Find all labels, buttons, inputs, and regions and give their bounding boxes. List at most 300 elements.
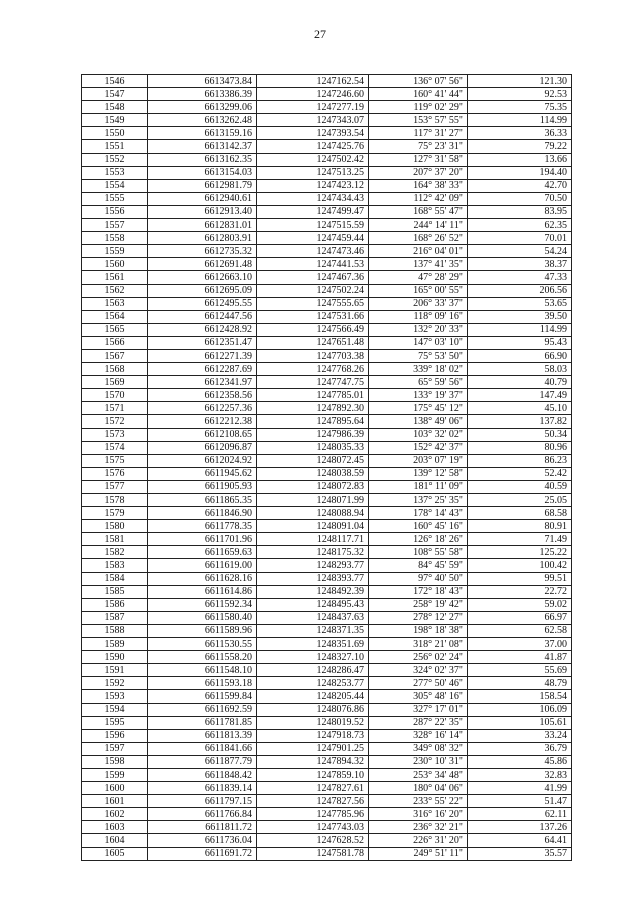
- point-number-cell: 1596: [82, 729, 148, 742]
- y-coordinate-cell: 1247393.54: [257, 127, 369, 140]
- point-number-cell: 1581: [82, 533, 148, 546]
- y-coordinate-cell: 1247162.54: [257, 75, 369, 88]
- x-coordinate-cell: 6613473.84: [148, 75, 257, 88]
- y-coordinate-cell: 1247502.42: [257, 153, 369, 166]
- table-row: [82, 520, 572, 533]
- point-number-cell: 1583: [82, 559, 148, 572]
- bearing-cell: 328° 16' 14": [369, 729, 468, 742]
- point-number-cell: 1553: [82, 166, 148, 179]
- bearing-cell: 236° 32' 21": [369, 821, 468, 834]
- table-row: [82, 782, 572, 795]
- x-coordinate-cell: 6611580.40: [148, 611, 257, 624]
- y-coordinate-cell: 1248293.77: [257, 559, 369, 572]
- bearing-cell: 181° 11' 09": [369, 480, 468, 493]
- table-row: [82, 363, 572, 376]
- table-row: [82, 611, 572, 624]
- bearing-cell: 132° 20' 33": [369, 323, 468, 336]
- distance-cell: 39.50: [468, 310, 572, 323]
- y-coordinate-cell: 1247827.61: [257, 782, 369, 795]
- y-coordinate-cell: 1247515.59: [257, 219, 369, 232]
- table-row: [82, 507, 572, 520]
- table-row: [82, 638, 572, 651]
- x-coordinate-cell: 6611692.59: [148, 703, 257, 716]
- distance-cell: 53.65: [468, 297, 572, 310]
- x-coordinate-cell: 6611839.14: [148, 782, 257, 795]
- distance-cell: 13.66: [468, 153, 572, 166]
- distance-cell: 99.51: [468, 572, 572, 585]
- bearing-cell: 253° 34' 48": [369, 768, 468, 781]
- y-coordinate-cell: 1247986.39: [257, 428, 369, 441]
- x-coordinate-cell: 6611766.84: [148, 808, 257, 821]
- x-coordinate-cell: 6612663.10: [148, 271, 257, 284]
- y-coordinate-cell: 1248437.63: [257, 611, 369, 624]
- y-coordinate-cell: 1247768.26: [257, 363, 369, 376]
- distance-cell: 92.53: [468, 88, 572, 101]
- y-coordinate-cell: 1247859.10: [257, 768, 369, 781]
- x-coordinate-cell: 6611592.34: [148, 598, 257, 611]
- bearing-cell: 230° 10' 31": [369, 755, 468, 768]
- distance-cell: 137.26: [468, 821, 572, 834]
- table-row: [82, 847, 572, 860]
- distance-cell: 64.41: [468, 834, 572, 847]
- bearing-cell: 137° 25' 35": [369, 494, 468, 507]
- point-number-cell: 1601: [82, 795, 148, 808]
- table-row: [82, 166, 572, 179]
- distance-cell: 33.24: [468, 729, 572, 742]
- x-coordinate-cell: 6612341.97: [148, 376, 257, 389]
- table-row: [82, 349, 572, 362]
- point-number-cell: 1557: [82, 219, 148, 232]
- point-number-cell: 1603: [82, 821, 148, 834]
- table-row: [82, 677, 572, 690]
- y-coordinate-cell: 1247441.53: [257, 258, 369, 271]
- page-number: 27: [314, 27, 326, 41]
- x-coordinate-cell: 6612735.32: [148, 245, 257, 258]
- y-coordinate-cell: 1247785.96: [257, 808, 369, 821]
- y-coordinate-cell: 1247581.78: [257, 847, 369, 860]
- table-row: [82, 768, 572, 781]
- distance-cell: 42.70: [468, 179, 572, 192]
- x-coordinate-cell: 6613159.16: [148, 127, 257, 140]
- distance-cell: 38.37: [468, 258, 572, 271]
- point-number-cell: 1587: [82, 611, 148, 624]
- x-coordinate-cell: 6612428.92: [148, 323, 257, 336]
- table-row: [82, 127, 572, 140]
- point-number-cell: 1565: [82, 323, 148, 336]
- distance-cell: 100.42: [468, 559, 572, 572]
- y-coordinate-cell: 1247895.64: [257, 415, 369, 428]
- bearing-cell: 139° 12' 58": [369, 467, 468, 480]
- distance-cell: 80.91: [468, 520, 572, 533]
- table-row: [82, 572, 572, 585]
- distance-cell: 125.22: [468, 546, 572, 559]
- x-coordinate-cell: 6612447.56: [148, 310, 257, 323]
- bearing-cell: 258° 19' 42": [369, 598, 468, 611]
- distance-cell: 79.22: [468, 140, 572, 153]
- bearing-cell: 244° 14' 11": [369, 219, 468, 232]
- table-row: [82, 598, 572, 611]
- distance-cell: 41.87: [468, 651, 572, 664]
- bearing-cell: 172° 18' 43": [369, 585, 468, 598]
- distance-cell: 36.79: [468, 742, 572, 755]
- distance-cell: 147.49: [468, 389, 572, 402]
- y-coordinate-cell: 1247434.43: [257, 192, 369, 205]
- x-coordinate-cell: 6611945.62: [148, 467, 257, 480]
- x-coordinate-cell: 6612913.40: [148, 205, 257, 218]
- table-row: [82, 690, 572, 703]
- bearing-cell: 75° 23' 31": [369, 140, 468, 153]
- table-row: [82, 376, 572, 389]
- table-row: [82, 75, 572, 88]
- table-row: [82, 821, 572, 834]
- table-row: [82, 88, 572, 101]
- point-number-cell: 1600: [82, 782, 148, 795]
- table-row: [82, 297, 572, 310]
- point-number-cell: 1573: [82, 428, 148, 441]
- distance-cell: 50.34: [468, 428, 572, 441]
- point-number-cell: 1577: [82, 480, 148, 493]
- table-row: [82, 205, 572, 218]
- x-coordinate-cell: 6611736.04: [148, 834, 257, 847]
- distance-cell: 54.24: [468, 245, 572, 258]
- table-row: [82, 703, 572, 716]
- distance-cell: 55.69: [468, 664, 572, 677]
- y-coordinate-cell: 1247277.19: [257, 101, 369, 114]
- y-coordinate-cell: 1247513.25: [257, 166, 369, 179]
- table-row: [82, 467, 572, 480]
- bearing-cell: 287° 22' 35": [369, 716, 468, 729]
- table-row: [82, 454, 572, 467]
- bearing-cell: 207° 37' 20": [369, 166, 468, 179]
- bearing-cell: 164° 38' 33": [369, 179, 468, 192]
- table-row: [82, 336, 572, 349]
- bearing-cell: 65° 59' 56": [369, 376, 468, 389]
- table-row: [82, 834, 572, 847]
- point-number-cell: 1593: [82, 690, 148, 703]
- bearing-cell: 75° 53' 50": [369, 349, 468, 362]
- table-row: [82, 402, 572, 415]
- bearing-cell: 108° 55' 58": [369, 546, 468, 559]
- bearing-cell: 180° 04' 06": [369, 782, 468, 795]
- y-coordinate-cell: 1247531.66: [257, 310, 369, 323]
- table-row: [82, 415, 572, 428]
- x-coordinate-cell: 6612257.36: [148, 402, 257, 415]
- x-coordinate-cell: 6611865.35: [148, 494, 257, 507]
- bearing-cell: 103° 32' 02": [369, 428, 468, 441]
- coordinates-table-body: [82, 75, 572, 861]
- point-number-cell: 1555: [82, 192, 148, 205]
- distance-cell: 70.01: [468, 232, 572, 245]
- y-coordinate-cell: 1248286.47: [257, 664, 369, 677]
- y-coordinate-cell: 1247499.47: [257, 205, 369, 218]
- bearing-cell: 165° 00' 55": [369, 284, 468, 297]
- y-coordinate-cell: 1247502.24: [257, 284, 369, 297]
- point-number-cell: 1599: [82, 768, 148, 781]
- x-coordinate-cell: 6612495.55: [148, 297, 257, 310]
- distance-cell: 206.56: [468, 284, 572, 297]
- point-number-cell: 1575: [82, 454, 148, 467]
- bearing-cell: 206° 33' 37": [369, 297, 468, 310]
- y-coordinate-cell: 1247566.49: [257, 323, 369, 336]
- y-coordinate-cell: 1248088.94: [257, 507, 369, 520]
- y-coordinate-cell: 1247703.38: [257, 349, 369, 362]
- table-row: [82, 284, 572, 297]
- x-coordinate-cell: 6611548.10: [148, 664, 257, 677]
- table-row: [82, 494, 572, 507]
- point-number-cell: 1588: [82, 624, 148, 637]
- x-coordinate-cell: 6613142.37: [148, 140, 257, 153]
- point-number-cell: 1554: [82, 179, 148, 192]
- x-coordinate-cell: 6612024.92: [148, 454, 257, 467]
- x-coordinate-cell: 6613262.48: [148, 114, 257, 127]
- distance-cell: 137.82: [468, 415, 572, 428]
- point-number-cell: 1586: [82, 598, 148, 611]
- point-number-cell: 1576: [82, 467, 148, 480]
- table-row: [82, 310, 572, 323]
- x-coordinate-cell: 6611848.42: [148, 768, 257, 781]
- table-row: [82, 480, 572, 493]
- x-coordinate-cell: 6611558.20: [148, 651, 257, 664]
- x-coordinate-cell: 6611877.79: [148, 755, 257, 768]
- point-number-cell: 1549: [82, 114, 148, 127]
- distance-cell: 62.11: [468, 808, 572, 821]
- point-number-cell: 1560: [82, 258, 148, 271]
- bearing-cell: 327° 17' 01": [369, 703, 468, 716]
- distance-cell: 25.05: [468, 494, 572, 507]
- bearing-cell: 249° 51' 11": [369, 847, 468, 860]
- table-row: [82, 258, 572, 271]
- distance-cell: 71.49: [468, 533, 572, 546]
- y-coordinate-cell: 1247785.01: [257, 389, 369, 402]
- bearing-cell: 339° 18' 02": [369, 363, 468, 376]
- point-number-cell: 1584: [82, 572, 148, 585]
- bearing-cell: 216° 04' 01": [369, 245, 468, 258]
- x-coordinate-cell: 6611691.72: [148, 847, 257, 860]
- x-coordinate-cell: 6611659.63: [148, 546, 257, 559]
- bearing-cell: 137° 41' 35": [369, 258, 468, 271]
- point-number-cell: 1561: [82, 271, 148, 284]
- distance-cell: 105.61: [468, 716, 572, 729]
- y-coordinate-cell: 1247894.32: [257, 755, 369, 768]
- distance-cell: 75.35: [468, 101, 572, 114]
- table-row: [82, 389, 572, 402]
- y-coordinate-cell: 1247628.52: [257, 834, 369, 847]
- point-number-cell: 1605: [82, 847, 148, 860]
- table-row: [82, 101, 572, 114]
- bearing-cell: 168° 55' 47": [369, 205, 468, 218]
- table-row: [82, 219, 572, 232]
- bearing-cell: 112° 42' 09": [369, 192, 468, 205]
- x-coordinate-cell: 6612831.01: [148, 219, 257, 232]
- bearing-cell: 136° 07' 56": [369, 75, 468, 88]
- x-coordinate-cell: 6611846.90: [148, 507, 257, 520]
- y-coordinate-cell: 1247747.75: [257, 376, 369, 389]
- table-row: [82, 192, 572, 205]
- coordinates-table: [81, 74, 572, 861]
- distance-cell: 45.86: [468, 755, 572, 768]
- x-coordinate-cell: 6613162.35: [148, 153, 257, 166]
- distance-cell: 59.02: [468, 598, 572, 611]
- table-row: [82, 664, 572, 677]
- bearing-cell: 138° 49' 06": [369, 415, 468, 428]
- x-coordinate-cell: 6612271.39: [148, 349, 257, 362]
- x-coordinate-cell: 6611811.72: [148, 821, 257, 834]
- point-number-cell: 1562: [82, 284, 148, 297]
- distance-cell: 45.10: [468, 402, 572, 415]
- bearing-cell: 318° 21' 08": [369, 638, 468, 651]
- y-coordinate-cell: 1248072.83: [257, 480, 369, 493]
- distance-cell: 35.57: [468, 847, 572, 860]
- x-coordinate-cell: 6612108.65: [148, 428, 257, 441]
- point-number-cell: 1563: [82, 297, 148, 310]
- x-coordinate-cell: 6611619.00: [148, 559, 257, 572]
- distance-cell: 158.54: [468, 690, 572, 703]
- y-coordinate-cell: 1247459.44: [257, 232, 369, 245]
- y-coordinate-cell: 1248371.35: [257, 624, 369, 637]
- point-number-cell: 1570: [82, 389, 148, 402]
- table-row: [82, 808, 572, 821]
- bearing-cell: 203° 07' 19": [369, 454, 468, 467]
- distance-cell: 95.43: [468, 336, 572, 349]
- y-coordinate-cell: 1247467.36: [257, 271, 369, 284]
- bearing-cell: 147° 03' 10": [369, 336, 468, 349]
- table-row: [82, 533, 572, 546]
- y-coordinate-cell: 1248071.99: [257, 494, 369, 507]
- y-coordinate-cell: 1248072.45: [257, 454, 369, 467]
- y-coordinate-cell: 1248253.77: [257, 677, 369, 690]
- x-coordinate-cell: 6611593.18: [148, 677, 257, 690]
- bearing-cell: 97° 40' 50": [369, 572, 468, 585]
- bearing-cell: 119° 02' 29": [369, 101, 468, 114]
- point-number-cell: 1550: [82, 127, 148, 140]
- distance-cell: 52.42: [468, 467, 572, 480]
- x-coordinate-cell: 6611797.15: [148, 795, 257, 808]
- bearing-cell: 152° 42' 37": [369, 441, 468, 454]
- bearing-cell: 324° 02' 37": [369, 664, 468, 677]
- y-coordinate-cell: 1248035.33: [257, 441, 369, 454]
- point-number-cell: 1559: [82, 245, 148, 258]
- distance-cell: 83.95: [468, 205, 572, 218]
- x-coordinate-cell: 6612351.47: [148, 336, 257, 349]
- distance-cell: 41.99: [468, 782, 572, 795]
- distance-cell: 58.03: [468, 363, 572, 376]
- bearing-cell: 316° 16' 20": [369, 808, 468, 821]
- table-row: [82, 651, 572, 664]
- distance-cell: 194.40: [468, 166, 572, 179]
- y-coordinate-cell: 1247651.48: [257, 336, 369, 349]
- point-number-cell: 1552: [82, 153, 148, 166]
- distance-cell: 47.33: [468, 271, 572, 284]
- table-row: [82, 245, 572, 258]
- point-number-cell: 1592: [82, 677, 148, 690]
- y-coordinate-cell: 1247901.25: [257, 742, 369, 755]
- point-number-cell: 1566: [82, 336, 148, 349]
- point-number-cell: 1585: [82, 585, 148, 598]
- point-number-cell: 1551: [82, 140, 148, 153]
- table-row: [82, 428, 572, 441]
- point-number-cell: 1547: [82, 88, 148, 101]
- point-number-cell: 1572: [82, 415, 148, 428]
- bearing-cell: 153° 57' 55": [369, 114, 468, 127]
- y-coordinate-cell: 1247827.56: [257, 795, 369, 808]
- x-coordinate-cell: 6611841.66: [148, 742, 257, 755]
- y-coordinate-cell: 1248351.69: [257, 638, 369, 651]
- x-coordinate-cell: 6612691.48: [148, 258, 257, 271]
- distance-cell: 62.35: [468, 219, 572, 232]
- y-coordinate-cell: 1247343.07: [257, 114, 369, 127]
- bearing-cell: 226° 31' 20": [369, 834, 468, 847]
- point-number-cell: 1602: [82, 808, 148, 821]
- x-coordinate-cell: 6611599.84: [148, 690, 257, 703]
- y-coordinate-cell: 1247423.12: [257, 179, 369, 192]
- point-number-cell: 1548: [82, 101, 148, 114]
- distance-cell: 66.90: [468, 349, 572, 362]
- point-number-cell: 1571: [82, 402, 148, 415]
- table-row: [82, 729, 572, 742]
- bearing-cell: 160° 45' 16": [369, 520, 468, 533]
- bearing-cell: 84° 45' 59": [369, 559, 468, 572]
- x-coordinate-cell: 6613154.03: [148, 166, 257, 179]
- distance-cell: 80.96: [468, 441, 572, 454]
- bearing-cell: 126° 18' 26": [369, 533, 468, 546]
- table-row: [82, 585, 572, 598]
- x-coordinate-cell: 6613299.06: [148, 101, 257, 114]
- table-row: [82, 232, 572, 245]
- point-number-cell: 1578: [82, 494, 148, 507]
- table-row: [82, 323, 572, 336]
- table-row: [82, 742, 572, 755]
- y-coordinate-cell: 1247473.46: [257, 245, 369, 258]
- bearing-cell: 349° 08' 32": [369, 742, 468, 755]
- bearing-cell: 198° 18' 38": [369, 624, 468, 637]
- bearing-cell: 160° 41' 44": [369, 88, 468, 101]
- bearing-cell: 305° 48' 16": [369, 690, 468, 703]
- point-number-cell: 1591: [82, 664, 148, 677]
- point-number-cell: 1569: [82, 376, 148, 389]
- distance-cell: 114.99: [468, 323, 572, 336]
- table-row: [82, 716, 572, 729]
- distance-cell: 68.58: [468, 507, 572, 520]
- x-coordinate-cell: 6612981.79: [148, 179, 257, 192]
- point-number-cell: 1579: [82, 507, 148, 520]
- point-number-cell: 1590: [82, 651, 148, 664]
- point-number-cell: 1595: [82, 716, 148, 729]
- y-coordinate-cell: 1247555.65: [257, 297, 369, 310]
- distance-cell: 121.30: [468, 75, 572, 88]
- point-number-cell: 1597: [82, 742, 148, 755]
- distance-cell: 66.97: [468, 611, 572, 624]
- x-coordinate-cell: 6612695.09: [148, 284, 257, 297]
- bearing-cell: 127° 31' 58": [369, 153, 468, 166]
- x-coordinate-cell: 6611813.39: [148, 729, 257, 742]
- point-number-cell: 1580: [82, 520, 148, 533]
- y-coordinate-cell: 1247892.30: [257, 402, 369, 415]
- bearing-cell: 168° 26' 52": [369, 232, 468, 245]
- point-number-cell: 1564: [82, 310, 148, 323]
- distance-cell: 86.23: [468, 454, 572, 467]
- table-row: [82, 795, 572, 808]
- distance-cell: 62.58: [468, 624, 572, 637]
- point-number-cell: 1574: [82, 441, 148, 454]
- y-coordinate-cell: 1248076.86: [257, 703, 369, 716]
- distance-cell: 32.83: [468, 768, 572, 781]
- distance-cell: 70.50: [468, 192, 572, 205]
- y-coordinate-cell: 1248327.10: [257, 651, 369, 664]
- x-coordinate-cell: 6612803.91: [148, 232, 257, 245]
- y-coordinate-cell: 1248495.43: [257, 598, 369, 611]
- bearing-cell: 118° 09' 16": [369, 310, 468, 323]
- point-number-cell: 1568: [82, 363, 148, 376]
